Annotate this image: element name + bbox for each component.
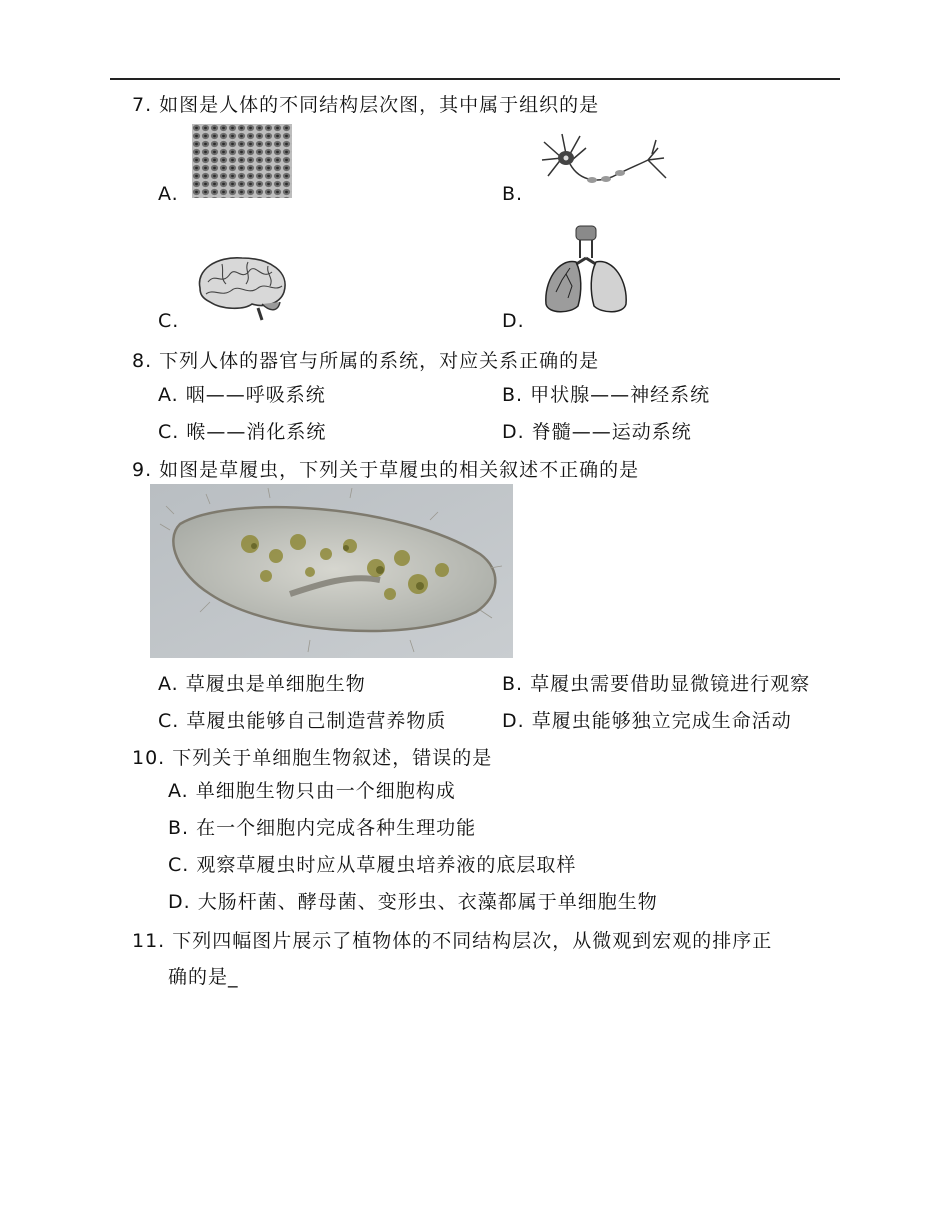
q8-option-a[interactable]: A. 咽——呼吸系统: [158, 384, 326, 406]
header-rule: [110, 78, 840, 80]
q8-option-c[interactable]: C. 喉——消化系统: [158, 421, 327, 443]
question-10-stem: 10. 下列关于单细胞生物叙述，错误的是: [132, 747, 493, 769]
q9-option-a[interactable]: A. 草履虫是单细胞生物: [158, 673, 366, 695]
q7-option-b-label[interactable]: B.: [502, 183, 524, 205]
q10-option-d[interactable]: D. 大肠杆菌、酵母菌、变形虫、衣藻都属于单细胞生物: [168, 891, 658, 913]
question-7-stem: 7. 如图是人体的不同结构层次图，其中属于组织的是: [132, 94, 600, 116]
paramecium-micrograph: [150, 484, 513, 658]
q9-option-c[interactable]: C. 草履虫能够自己制造营养物质: [158, 710, 447, 732]
question-11-stem-line2: 确的是_: [168, 966, 239, 988]
q7-option-c-label[interactable]: C.: [158, 310, 180, 332]
q10-option-a[interactable]: A. 单细胞生物只由一个细胞构成: [168, 780, 456, 802]
question-8-stem: 8. 下列人体的器官与所属的系统，对应关系正确的是: [132, 350, 600, 372]
epithelial-tissue-image: [192, 124, 292, 198]
q10-option-c[interactable]: C. 观察草履虫时应从草履虫培养液的底层取样: [168, 854, 577, 876]
q8-option-b[interactable]: B. 甲状腺——神经系统: [502, 384, 711, 406]
q7-option-a-label[interactable]: A.: [158, 183, 179, 205]
q10-option-b[interactable]: B. 在一个细胞内完成各种生理功能: [168, 817, 477, 839]
q7-option-d-label[interactable]: D.: [502, 310, 525, 332]
question-9-stem: 9. 如图是草履虫，下列关于草履虫的相关叙述不正确的是: [132, 459, 640, 481]
q9-option-b[interactable]: B. 草履虫需要借助显微镜进行观察: [502, 673, 811, 695]
brain-image: [192, 252, 296, 322]
q9-option-d[interactable]: D. 草履虫能够独立完成生命活动: [502, 710, 792, 732]
q8-option-d[interactable]: D. 脊髓——运动系统: [502, 421, 692, 443]
lungs-image: [540, 222, 632, 318]
neuron-cell-image: [540, 130, 668, 192]
question-11-stem-line1: 11. 下列四幅图片展示了植物体的不同结构层次，从微观到宏观的排序正: [132, 930, 773, 952]
